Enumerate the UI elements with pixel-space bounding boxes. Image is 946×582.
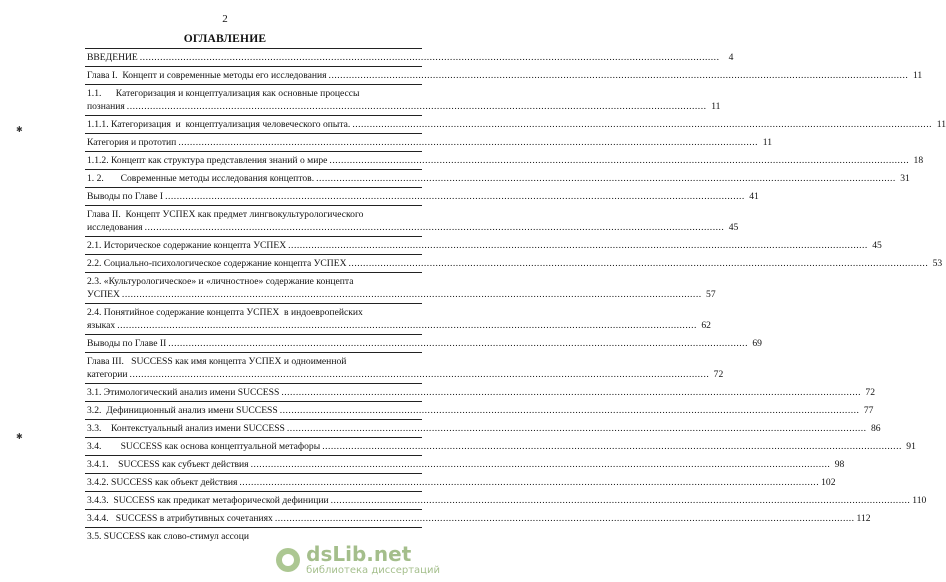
toc-entry-page: 112 [856, 513, 871, 524]
toc-entry[interactable] [85, 335, 762, 353]
dot-leader: ........................................................................................................................................................................................................ [274, 513, 855, 524]
toc-entry-text: ВВЕДЕНИЕ [87, 52, 138, 63]
dot-leader: ........................................................................................................................................................................................................ [329, 155, 910, 166]
toc-entry[interactable] [85, 420, 881, 438]
toc-entry-text: 3.4.3. SUCCESS как предикат метафорической дефиниции [87, 495, 329, 506]
toc-entry-text: Глава I. Концепт и современные методы его исследования [87, 70, 327, 81]
toc-entry-page: 11 [711, 101, 721, 112]
toc-entry-page: 11 [936, 119, 946, 130]
dot-leader: ........................................................................................................................................................................................................ [121, 289, 702, 300]
table-of-contents [85, 48, 946, 545]
dot-leader: ........................................................................................................................................................................................................ [250, 459, 831, 470]
toc-entry-text: 3.2. Дефиниционный анализ имени SUCCESS [87, 405, 278, 416]
dot-leader: ........................................................................................................................................................................................................ [168, 338, 748, 349]
dot-leader: ........................................................................................................................................................................................................ [322, 441, 902, 452]
toc-entry-text: УСПЕХ [87, 289, 120, 300]
toc-entry-text: 3.4.2. SUCCESS как объект действия [87, 477, 238, 488]
toc-entry[interactable] [85, 67, 923, 85]
dot-leader: ........................................................................................................................................................................................................ [117, 320, 697, 331]
watermark [276, 544, 440, 576]
toc-entry-text: познания [87, 101, 125, 112]
toc-entry-text: языках [87, 320, 116, 331]
toc-entry-text: категории [87, 369, 128, 380]
dot-leader: ........................................................................................................................................................................................................ [288, 240, 868, 251]
toc-entry-page: 31 [900, 173, 910, 184]
dot-leader: ........................................................................................................................................................................................................ [126, 101, 707, 112]
toc-entry-text: 2.1. Историческое содержание концепта УСПЕХ [87, 240, 287, 251]
toc-entry-text: 3.1. Этимологический анализ имени SUCCESS [87, 387, 280, 398]
toc-entry-page: 45 [728, 222, 739, 233]
dot-leader: ........................................................................................................................................................................................................ [239, 477, 820, 488]
toc-entry[interactable] [85, 384, 876, 402]
toc-entry[interactable] [85, 474, 836, 492]
toc-entry-text: 3.4.4. SUCCESS в атрибутивных сочетаниях [87, 513, 273, 524]
toc-entry[interactable] [85, 206, 739, 237]
toc-entry-text: Выводы по Главе II [87, 338, 167, 349]
toc-entry[interactable] [85, 152, 924, 170]
toc-entry[interactable] [85, 402, 874, 420]
toc-entry[interactable] [85, 492, 927, 510]
watermark-subtitle: библиотека диссертаций [306, 565, 440, 576]
toc-entry-page: 57 [706, 289, 716, 300]
toc-entry[interactable] [85, 353, 724, 384]
toc-entry-page: 11 [762, 137, 772, 148]
toc-entry-text: 2.3. «Культурологическое» и «личностное» содержание концепта [87, 276, 354, 287]
toc-entry-page: 45 [872, 240, 882, 251]
dot-leader: ........................................................................................................................................................................................................ [330, 495, 911, 506]
page-number: 2 [222, 13, 228, 25]
watermark-name: dsLib.net [306, 542, 412, 566]
toc-entry-text: 3.3. Контекстуальный анализ имени SUCCESS [87, 423, 285, 434]
toc-entry-page: 53 [932, 258, 943, 269]
toc-entry[interactable] [85, 255, 943, 273]
scan-speck-mark: ✱ [16, 432, 23, 441]
toc-entry-page: 98 [834, 459, 845, 470]
toc-entry-text: исследования [87, 222, 143, 233]
toc-entry-page: 18 [913, 155, 924, 166]
toc-entry-text: 3.5. SUCCESS как слово-стимул ассоци [87, 531, 249, 542]
toc-entry[interactable] [85, 188, 759, 206]
dot-leader: ........................................................................................................................................................................................................ [316, 173, 896, 184]
dot-leader: ........................................................................................................................................................................................................ [165, 191, 745, 202]
dot-leader: ........................................................................................................................................................................................................ [129, 369, 710, 380]
dot-leader: ........................................................................................................................................................................................................ [352, 119, 932, 130]
dot-leader: ........................................................................................................................................................................................................ [144, 222, 725, 233]
scan-speck-mark: ✱ [16, 125, 23, 134]
toc-entry-page: 69 [752, 338, 762, 349]
toc-entry-page: 77 [863, 405, 874, 416]
dot-leader: ........................................................................................................................................................................................................ [279, 405, 860, 416]
toc-entry-text: Глава II. Концепт УСПЕХ как предмет лингвокультурологического [87, 209, 364, 220]
toc-entry-text: 1.1. Категоризация и концептуализация как основные процессы [87, 88, 360, 99]
toc-entry[interactable] [85, 456, 845, 474]
toc-entry[interactable] [85, 170, 910, 188]
toc-entry-page: 72 [865, 387, 876, 398]
dot-leader: ........................................................................................................................................................................................................ [139, 52, 720, 63]
toc-entry[interactable] [85, 237, 882, 255]
toc-entry-text: Категория и прототип [87, 137, 177, 148]
dot-leader: ........................................................................................................................................................................................................ [178, 137, 758, 148]
toc-entry[interactable] [85, 49, 734, 67]
dot-leader: ........................................................................................................................................................................................................ [328, 70, 909, 81]
toc-entry-text: 3.4.1. SUCCESS как субъект действия [87, 459, 249, 470]
dot-leader: ........................................................................................................................................................................................................ [286, 423, 867, 434]
toc-entry-text: 2.2. Социально-психологическое содержание концепта УСПЕХ [87, 258, 347, 269]
toc-entry-text: 1.1.1. Категоризация и концептуализация человеческого опыта. [87, 119, 351, 130]
toc-entry-text: Выводы по Главе I [87, 191, 164, 202]
toc-entry-page: 91 [906, 441, 916, 452]
toc-entry-text: 3.4. SUCCESS как основа концептуальной метафоры [87, 441, 321, 452]
toc-entry-page: 62 [701, 320, 711, 331]
toc-entry-page: 102 [821, 477, 836, 488]
toc-entry-page: 72 [713, 369, 724, 380]
toc-entry[interactable] [85, 510, 871, 528]
toc-entry-text: 2.4. Понятийное содержание концепта УСПЕХ в индоевропейских [87, 307, 363, 318]
toc-entry-text: 1.1.2. Концепт как структура представления знаний о мире [87, 155, 328, 166]
toc-entry-page: 110 [912, 495, 927, 506]
toc-entry-page: 41 [749, 191, 759, 202]
toc-entry[interactable] [85, 134, 772, 152]
toc-entry-page: 4 [728, 52, 734, 63]
dslib-logo-icon [276, 548, 300, 572]
toc-entry[interactable] [85, 85, 721, 116]
toc-title: ОГЛАВЛЕНИЕ [183, 33, 267, 45]
toc-entry-page: 86 [870, 423, 881, 434]
toc-entry[interactable] [85, 438, 916, 456]
toc-entry-page: 11 [912, 70, 923, 81]
toc-entry[interactable] [85, 304, 711, 335]
toc-entry-text: 1. 2. Современные методы исследования концептов. [87, 173, 315, 184]
toc-entry[interactable] [85, 273, 716, 304]
dot-leader: ........................................................................................................................................................................................................ [348, 258, 929, 269]
toc-entry[interactable] [85, 116, 946, 134]
toc-entry-text: Глава III. SUCCESS как имя концепта УСПЕХ и одноименной [87, 356, 347, 367]
dot-leader: ........................................................................................................................................................................................................ [281, 387, 862, 398]
